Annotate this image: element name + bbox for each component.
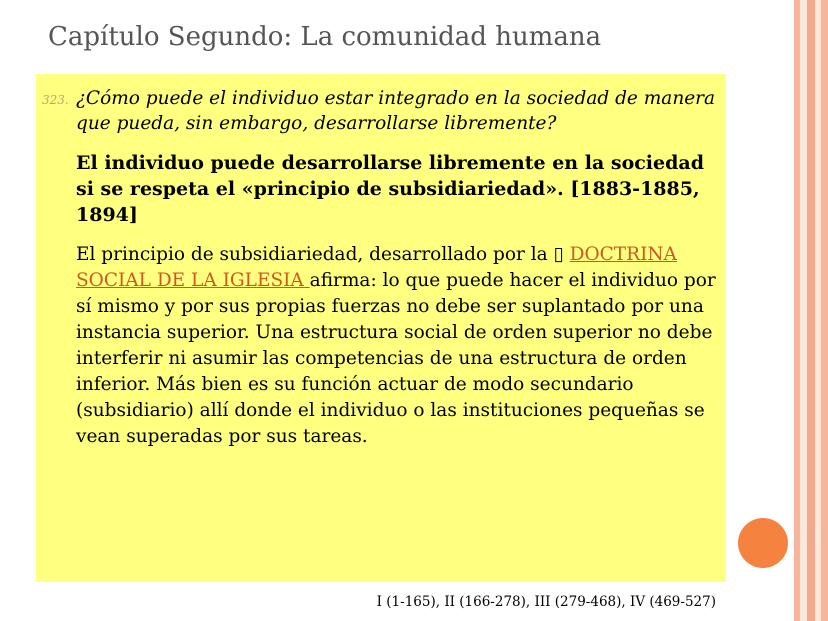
doctrina-social-link[interactable]: DOCTRINA SOCIAL DE LA IGLESIA xyxy=(76,244,677,291)
decorative-stripes xyxy=(794,0,828,621)
slide-title: Capítulo Segundo: La comunidad humana xyxy=(48,22,602,52)
question-text: ¿Cómo puede el individuo estar integrado en la sociedad de manera que pueda, sin embargo, desarrollarse libremente? xyxy=(76,88,716,134)
body-text-before-link: El principio de subsidiariedad, desarrollado por la ▯ xyxy=(76,244,570,265)
body-paragraph xyxy=(76,242,716,450)
stripe xyxy=(807,0,815,621)
accent-circle xyxy=(738,518,788,568)
answer-text: El individuo puede desarrollarse libremente en la sociedad si se respeta el «principio de subsidiariedad». [1883-1885, 1894] xyxy=(76,152,704,226)
stripe xyxy=(821,0,828,621)
stripe xyxy=(800,0,807,621)
body-text-after-link: afirma: lo que puede hacer el individuo por sí mismo y por sus propias fuerzas no debe ser suplantado por una instancia superior. Una estructura social de orden superior no debe interferir ni asumir las competencias de una estructura de orden inferior. Más bien es su función actuar de modo secundario (subsidiario) allí donde el individuo o las instituciones pequeñas se vean superadas por sus tareas. xyxy=(76,270,716,447)
footer-sections: I (1-165), II (166-278), III (279-468), IV (469-527) xyxy=(376,594,716,610)
question-number: 323. xyxy=(42,93,69,107)
